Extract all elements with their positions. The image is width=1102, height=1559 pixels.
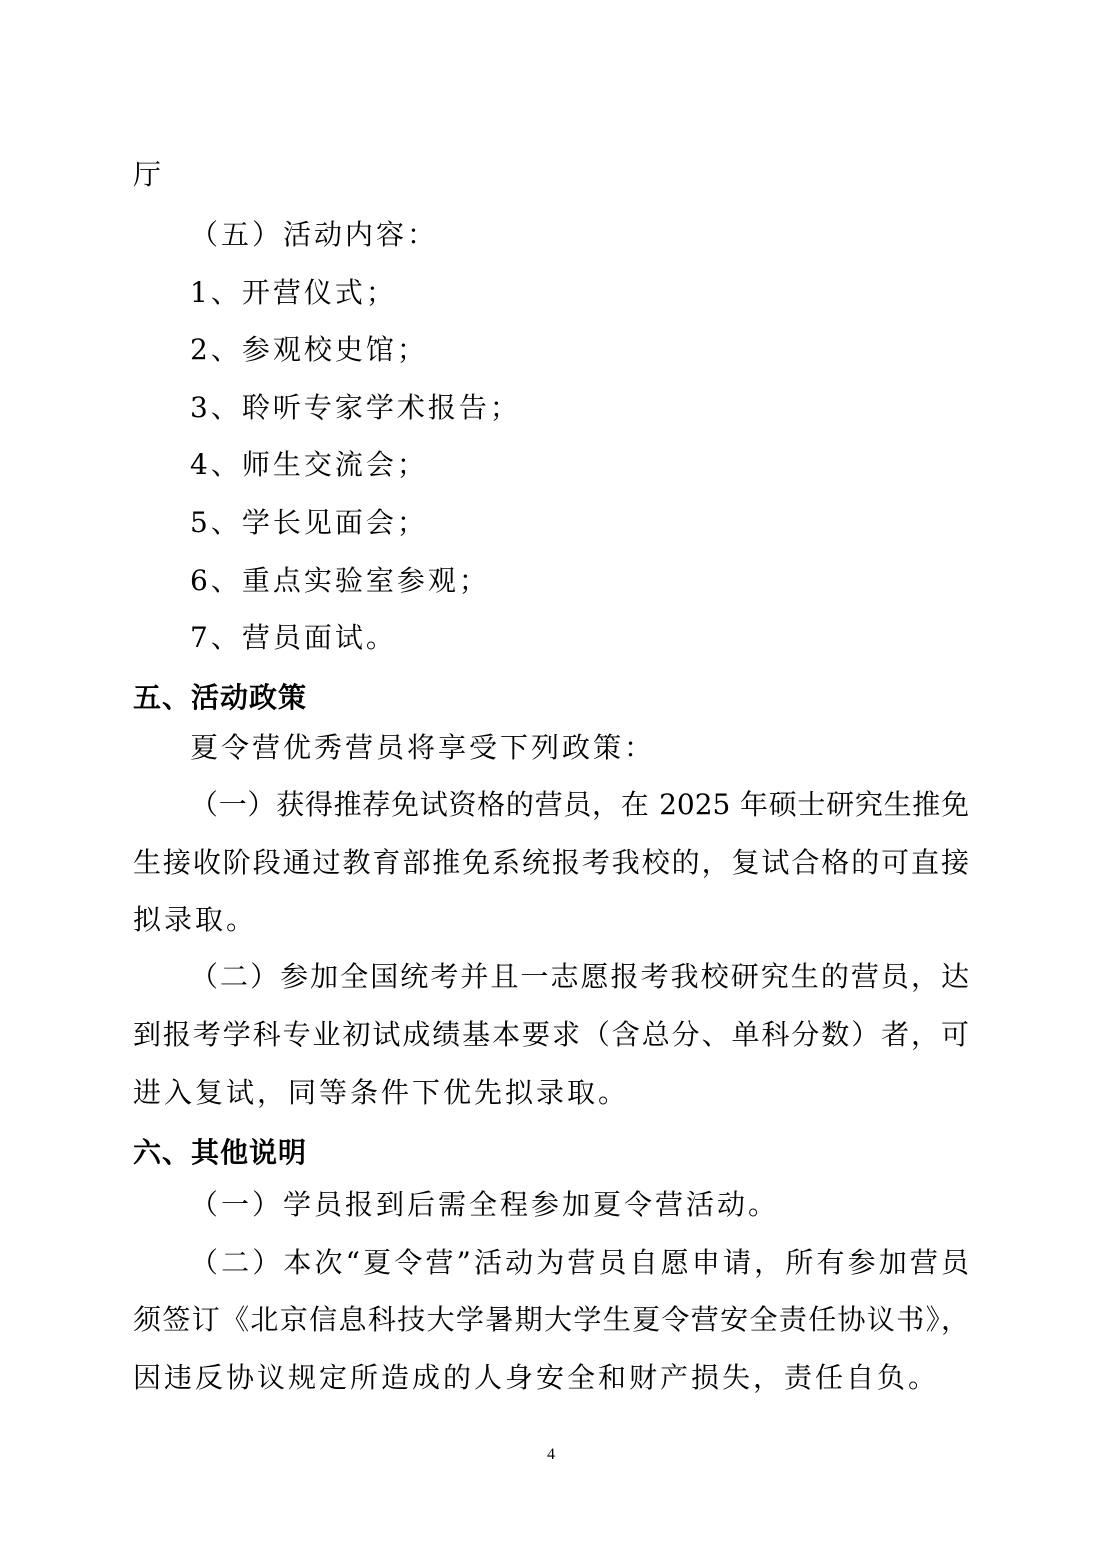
paragraph-policy-2-line-3: 进入复试，同等条件下优先拟录取。 bbox=[133, 1076, 630, 1109]
paragraph-policy-2-line-2: 到报考学科专业初试成绩基本要求（含总分、单科分数）者，可 bbox=[133, 1018, 969, 1051]
subsection-heading-activity-content: （五）活动内容： bbox=[190, 218, 439, 251]
activity-item-1: 1、开营仪式； bbox=[190, 276, 397, 309]
page-number: 4 bbox=[547, 1446, 555, 1463]
paragraph-note-2-line-2: 须签订《北京信息科技大学暑期大学生夏令营安全责任协议书》， bbox=[133, 1303, 969, 1336]
activity-item-2: 2、参观校史馆； bbox=[190, 333, 428, 366]
paragraph-policy-1-line-1: （一）获得推荐免试资格的营员，在 2025 年硕士研究生推免 bbox=[190, 788, 969, 821]
activity-item-6: 6、重点实验室参观； bbox=[190, 564, 490, 597]
section-heading-activity-policy: 五、活动政策 bbox=[133, 681, 308, 714]
section-heading-other-notes: 六、其他说明 bbox=[133, 1136, 308, 1169]
paragraph-note-2-line-1: （二）本次“夏令营”活动为营员自愿申请，所有参加营员 bbox=[190, 1246, 969, 1279]
activity-item-4: 4、师生交流会； bbox=[190, 448, 428, 481]
activity-item-3: 3、聆听专家学术报告； bbox=[190, 391, 521, 424]
activity-item-7: 7、营员面试。 bbox=[190, 621, 397, 654]
paragraph-policy-intro: 夏令营优秀营员将享受下列政策： bbox=[190, 731, 656, 764]
paragraph-policy-1-line-3: 拟录取。 bbox=[133, 903, 258, 936]
paragraph-policy-1-line-2: 生接收阶段通过教育部推免系统报考我校的，复试合格的可直接 bbox=[133, 846, 969, 879]
paragraph-note-2-line-3: 因违反协议规定所造成的人身安全和财产损失，责任自负。 bbox=[133, 1361, 940, 1394]
paragraph-note-1: （一）学员报到后需全程参加夏令营活动。 bbox=[190, 1188, 780, 1221]
activity-item-5: 5、学长见面会； bbox=[190, 506, 428, 539]
paragraph-policy-2-line-1: （二）参加全国统考并且一志愿报考我校研究生的营员，达 bbox=[190, 960, 969, 993]
continued-text-line: 厅 bbox=[133, 158, 165, 191]
